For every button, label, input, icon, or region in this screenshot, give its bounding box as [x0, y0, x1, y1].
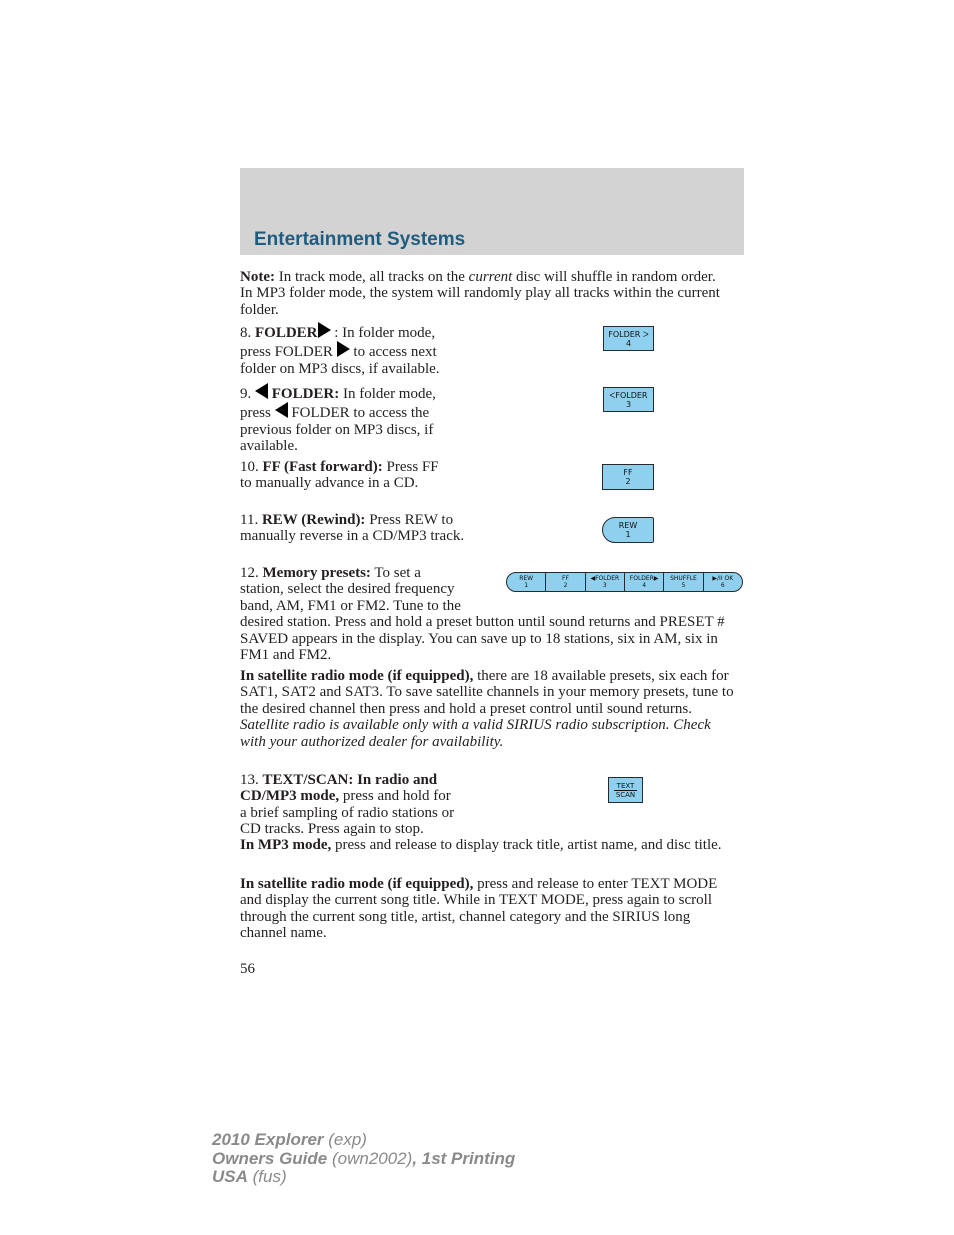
preset-number: 6 — [720, 582, 725, 589]
item-text: FOLDER to access the — [291, 405, 430, 422]
item-number: 11. — [240, 512, 259, 528]
document-footer — [212, 1131, 515, 1187]
item-text: to manually advance in a CD. — [240, 475, 419, 492]
item-text: folder on MP3 discs, if available. — [240, 360, 440, 377]
page-number: 56 — [240, 961, 255, 977]
item-text-scan — [240, 772, 500, 838]
footer-line-3 — [212, 1168, 515, 1187]
preset-number: 2 — [563, 582, 568, 589]
right-triangle-icon — [337, 341, 350, 357]
text-scan-button — [608, 777, 643, 803]
item-text: manually reverse in a CD/MP3 track. — [240, 528, 465, 545]
item-label: In satellite radio mode (if equipped), — [240, 876, 474, 892]
button-number: 3 — [625, 399, 632, 409]
button-label: SCAN — [615, 790, 636, 799]
item-rew — [240, 512, 510, 545]
note-label: Note: — [240, 269, 275, 285]
item-text: available. — [240, 438, 298, 455]
preset-button-2 — [546, 573, 585, 591]
preset-button-1 — [507, 573, 546, 591]
item-text: press FOLDER — [240, 344, 333, 361]
left-triangle-icon — [255, 383, 268, 399]
footer-guide: Owners Guide — [212, 1148, 328, 1168]
item-label: FF (Fast forward): — [262, 459, 383, 475]
item-text: press — [240, 405, 271, 422]
item-text: In folder mode, — [343, 386, 436, 402]
preset-number: 5 — [681, 582, 686, 589]
item-text: to access next — [353, 344, 437, 361]
item-label: Memory presets: — [262, 565, 371, 581]
footer-guide-code: (own2002) — [327, 1148, 413, 1168]
footer-printing: , 1st Printing — [412, 1148, 516, 1168]
section-header — [240, 168, 744, 255]
item-text: previous folder on MP3 discs, if — [240, 421, 434, 438]
preset-button-4 — [625, 573, 664, 591]
item-text: press and hold for — [342, 788, 451, 805]
availability-note: Satellite radio is available only with a valid SIRIUS radio subscription. Check with your authorized dealer for availability. — [240, 717, 711, 750]
item-number: 13. — [240, 772, 259, 788]
note-emphasis: current — [468, 269, 513, 285]
item-text: : In folder mode, — [334, 325, 436, 341]
right-triangle-icon — [318, 322, 331, 338]
item-text: a brief sampling of radio stations or — [240, 804, 455, 821]
rew-button — [602, 517, 654, 543]
footer-market-code: (fus) — [247, 1167, 287, 1186]
preset-label: REW — [519, 575, 534, 582]
item-text: press and release to enter TEXT MODE and display the current song title. While in TEXT MODE, press again to scroll through the current song title, artist, channel category and the SIRIUS long channel name. — [240, 876, 718, 942]
folder-prev-button — [603, 387, 654, 412]
button-number: 4 — [625, 338, 632, 348]
preset-label: ▶/II OK — [712, 575, 734, 582]
footer-line-1 — [212, 1131, 515, 1150]
ff-button — [602, 464, 654, 490]
item-number: 8. — [240, 325, 252, 341]
item-number: 12. — [240, 565, 259, 581]
note-text-cont: disc will shuffle in random order. In MP3 folder mode, the system will randomly play all tracks within the current folder. — [240, 269, 720, 318]
button-label: TEXT — [614, 782, 637, 791]
preset-button-3 — [586, 573, 625, 591]
item-folder-next — [240, 322, 490, 377]
preset-number: 3 — [602, 582, 607, 589]
item-text: station, select the desired frequency — [240, 581, 455, 598]
preset-label: FF — [562, 575, 569, 582]
preset-number: 4 — [642, 582, 647, 589]
item-text: desired station. Press and hold a preset button until sound returns and PRESET # SAVED appears in the display. You can save up to 18 stations, six in AM, six in FM1 and FM2. — [240, 614, 725, 664]
item-number: 9. — [240, 386, 252, 402]
footer-model-code: (exp) — [323, 1130, 367, 1149]
item-label: CD/MP3 mode, — [240, 788, 340, 805]
item-number: 10. — [240, 459, 259, 475]
button-label: FOLDER ᐳ — [608, 329, 649, 339]
folder-next-button — [603, 326, 654, 351]
preset-button-6 — [704, 573, 742, 591]
item-label: In MP3 mode, — [240, 837, 332, 853]
item-label: TEXT/SCAN: In radio and — [262, 772, 438, 788]
preset-button-bar — [506, 572, 743, 592]
item-text: Press REW to — [369, 512, 454, 528]
footer-line-2 — [212, 1150, 515, 1169]
item-label: FOLDER — [255, 325, 318, 341]
button-label: ᐸFOLDER — [609, 390, 648, 400]
left-triangle-icon — [275, 402, 288, 418]
preset-label: SHUFFLE — [670, 575, 697, 582]
button-label: FF — [623, 468, 633, 477]
section-title: Entertainment Systems — [254, 229, 466, 250]
mp3-mode-paragraph — [240, 837, 740, 853]
button-number: 2 — [625, 477, 631, 486]
item-text: To set a — [374, 565, 421, 581]
item-label: In satellite radio mode (if equipped), — [240, 668, 474, 684]
satellite-text-paragraph — [240, 876, 740, 942]
footer-market: USA — [212, 1167, 248, 1186]
item-label: REW (Rewind): — [261, 512, 366, 528]
preset-number: 1 — [524, 582, 529, 589]
preset-button-5 — [664, 573, 703, 591]
note-paragraph — [240, 269, 730, 318]
item-ff — [240, 459, 500, 492]
item-text: press and release to display track title, artist name, and disc title. — [335, 837, 722, 853]
preset-label: ◀FOLDER — [590, 575, 620, 582]
button-number: 1 — [625, 530, 631, 539]
footer-model: 2010 Explorer — [212, 1130, 324, 1149]
item-text: CD tracks. Press again to stop. — [240, 821, 424, 838]
item-label: FOLDER: — [271, 386, 340, 402]
note-text: In track mode, all tracks on the — [278, 269, 465, 285]
item-text: Press FF — [386, 459, 439, 475]
item-folder-prev — [240, 383, 490, 455]
preset-label: FOLDER▶ — [629, 575, 659, 582]
satellite-presets-paragraph — [240, 668, 740, 750]
button-label: REW — [618, 521, 638, 530]
item-text: there are 18 available presets, six each for SAT1, SAT2 and SAT3. To save satellite channels in your memory presets, tune to the desired channel then press and hold a preset control until sound returns. — [240, 668, 734, 717]
item-text: band, AM, FM1 or FM2. Tune to the — [240, 597, 461, 614]
